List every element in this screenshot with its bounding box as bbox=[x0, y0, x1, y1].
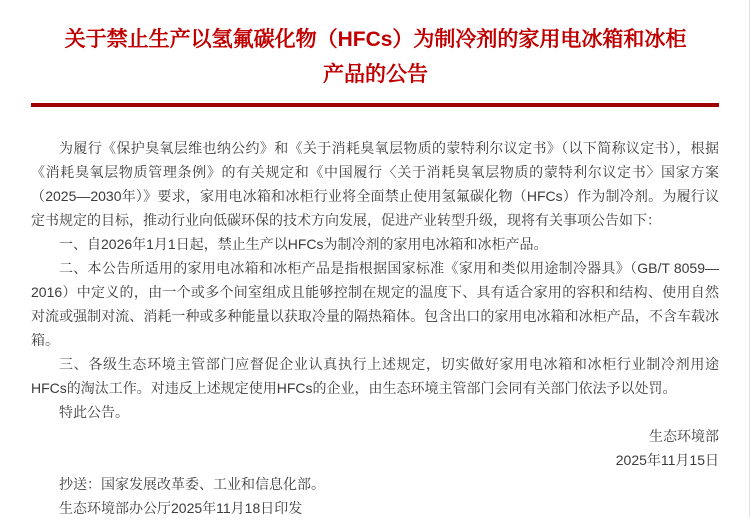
page-right-border bbox=[749, 0, 750, 517]
paragraph-closing: 特此公告。 bbox=[59, 404, 129, 420]
signature-date: 2025年11月15日 bbox=[615, 452, 719, 468]
notice-footer bbox=[31, 472, 719, 520]
cc-line: 抄送：国家发展改革委、工业和信息化部。 bbox=[59, 476, 325, 492]
page-title-line-2: 产品的公告 bbox=[323, 63, 428, 86]
print-line: 生态环境部办公厅2025年11月18日印发 bbox=[59, 500, 303, 516]
paragraph-intro: 为履行《保护臭氧层维也纳公约》和《关于消耗臭氧层物质的蒙特利尔议定书》（以下简称议定书），根据《消耗臭氧层物质管理条例》的有关规定和《中国履行〈关于消耗臭氧层物质的蒙特利尔议定书〉国家方案（2025—2030年）》要求，家用电冰箱和冰柜行业将全面禁止使用氢氟碳化物（HFCs）作为制冷剂。为履行议定书规定的目标，推动行业向低碳环保的技术方向发展，促进产业转型升级，现将有关事项公告如下： bbox=[31, 140, 719, 228]
paragraph-item-3: 三、各级生态环境主管部门应督促企业认真执行上述规定，切实做好家用电冰箱和冰柜行业制冷剂用途HFCs的淘汰工作。对违反上述规定使用HFCs的企业，由生态环境主管部门会同有关部门依法予以处罚。 bbox=[31, 356, 719, 396]
page-title-line-1: 关于禁止生产以氢氟碳化物（HFCs）为制冷剂的家用电冰箱和冰柜 bbox=[64, 28, 687, 51]
notice-body bbox=[31, 107, 719, 472]
signature-issuer: 生态环境部 bbox=[649, 428, 719, 444]
paragraph-item-1: 一、自2026年1月1日起，禁止生产以HFCs为制冷剂的家用电冰箱和冰柜产品。 bbox=[59, 236, 548, 252]
page-title bbox=[0, 0, 751, 92]
paragraph-item-2: 二、本公告所适用的家用电冰箱和冰柜产品是指根据国家标准《家用和类似用途制冷器具》（GB/T 8059—2016）中定义的，由一个或多个间室组成且能够控制在规定的温度下、具有适合家用的容积和结构、使用自然对流或强制对流、消耗一种或多种能量以获取冷量的隔热箱体。包含出口的家用电冰箱和冰柜产品，不含车载冰箱。 bbox=[31, 260, 719, 348]
